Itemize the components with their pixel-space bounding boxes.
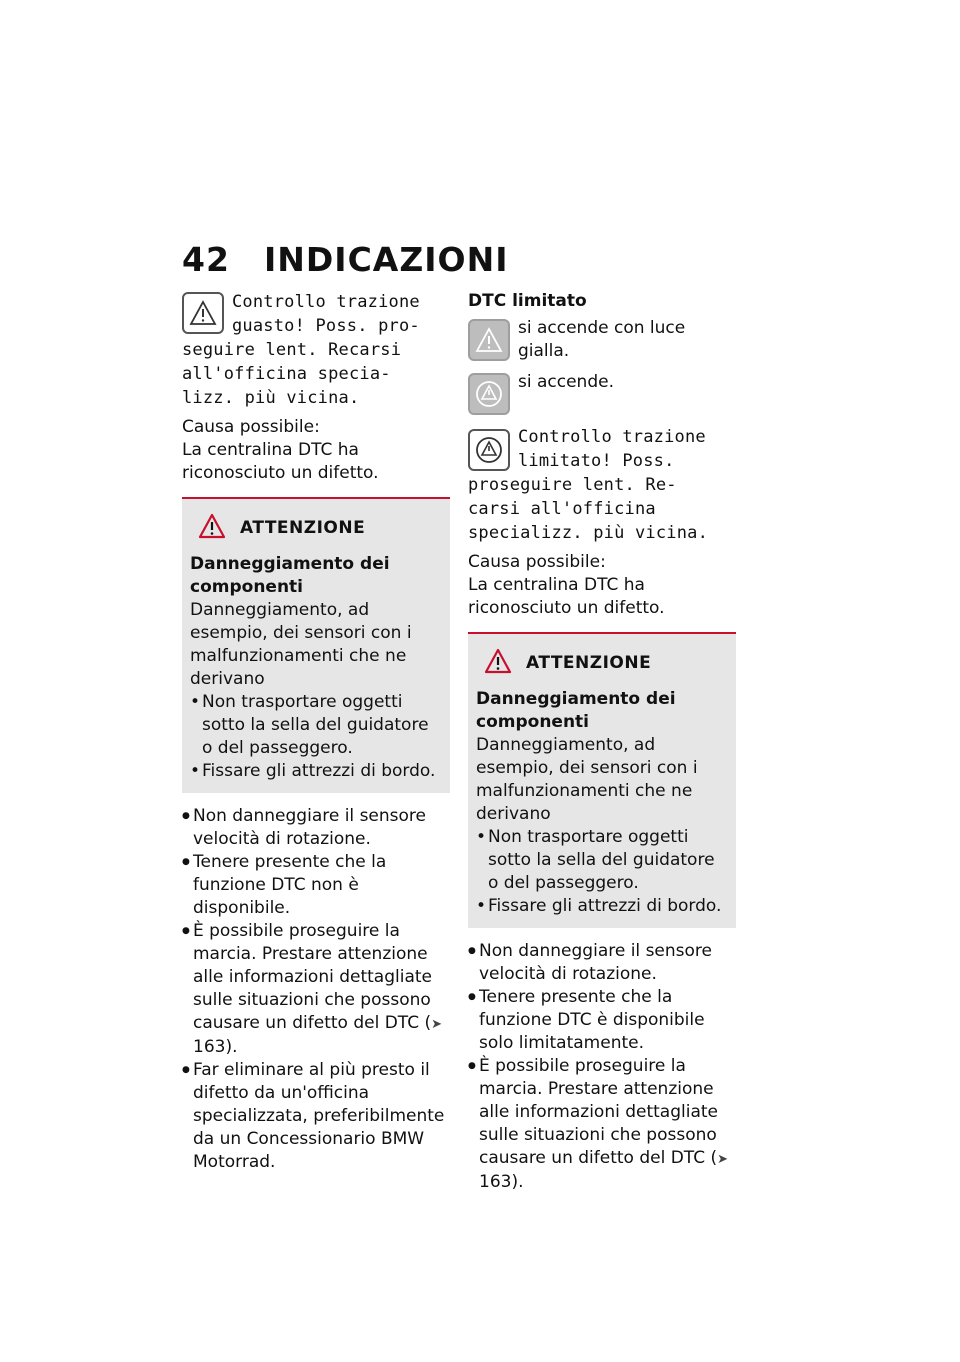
page-ref-arrow-icon: ➤ <box>431 1017 443 1032</box>
warning-label: ATTENZIONE <box>240 518 366 538</box>
section-heading: DTC limitato <box>468 291 587 311</box>
message-line: lizz. più vicina. <box>182 388 360 408</box>
cause-text: La centralina DTC ha riconosciuto un difetto. <box>182 440 379 483</box>
warning-title: Danneggiamento dei componenti <box>476 689 676 732</box>
page-title: INDICAZIONI <box>264 240 509 279</box>
warning-triangle-icon <box>182 292 224 334</box>
warning-title: Danneggiamento dei componenti <box>190 554 390 597</box>
message-line: seguire lent. Recarsi <box>182 340 402 360</box>
warning-box <box>182 497 450 793</box>
list-item: ● Tenere presente che la funzione DTC non è disponibile. <box>182 851 450 920</box>
warning-text: Danneggiamento, ad esempio, dei sensori con i malfunzionamenti che ne derivano <box>476 735 698 824</box>
warning-text: Danneggiamento, ad esempio, dei sensori con i malfunzionamenti che ne derivano <box>190 600 412 689</box>
instruction-list <box>182 805 450 1174</box>
cause-label: Causa possibile: <box>182 417 320 437</box>
right-column <box>468 290 736 1194</box>
list-item: • Fissare gli attrezzi di bordo. <box>190 760 442 783</box>
cause-text: La centralina DTC ha riconosciuto un difetto. <box>468 575 665 618</box>
list-item <box>182 920 450 1059</box>
message-line: proseguire lent. Re- <box>468 475 677 495</box>
icon2-text: si accende. <box>518 372 614 392</box>
warning-box <box>468 632 736 928</box>
icon1-text: si accende con luce gialla. <box>518 318 686 361</box>
instruction-list <box>468 940 736 1194</box>
list-item: • Fissare gli attrezzi di bordo. <box>476 895 728 918</box>
list-item-text: È possibile proseguire la marcia. Prestare attenzione alle informazioni dettagliate sulle situazioni che possono causare un difetto del DTC ( <box>479 1056 719 1168</box>
list-item: ● Tenere presente che la funzione DTC è disponibile solo limitatamente. <box>468 986 736 1055</box>
page-header <box>182 240 508 279</box>
dtc-symbol-icon <box>468 429 510 471</box>
message-line: guasto! Poss. pro- <box>232 316 420 336</box>
list-item: ● Non danneggiare il sensore velocità di rotazione. <box>182 805 450 851</box>
caution-triangle-icon <box>198 513 226 543</box>
message-line: Controllo trazione <box>518 427 706 447</box>
message-line: all'officina specia- <box>182 364 391 384</box>
dtc-light-icon <box>468 373 510 415</box>
warning-list <box>476 826 728 918</box>
cause-label: Causa possibile: <box>468 552 606 572</box>
message-line: specializz. più vicina. <box>468 523 709 543</box>
page-ref-arrow-icon: ➤ <box>717 1152 729 1167</box>
caution-triangle-icon <box>484 648 512 678</box>
list-item-text: È possibile proseguire la marcia. Prestare attenzione alle informazioni dettagliate sulle situazioni che possono causare un difetto del DTC ( <box>193 921 433 1033</box>
list-item: ● Far eliminare al più presto il difetto da un'officina specializzata, preferibilmente da un Concessionario BMW Motorrad. <box>182 1059 450 1174</box>
warning-label: ATTENZIONE <box>526 653 652 673</box>
list-item: • Non trasportare oggetti sotto la sella del guidatore o del passeggero. <box>476 826 728 895</box>
list-item: • Non trasportare oggetti sotto la sella del guidatore o del passeggero. <box>190 691 442 760</box>
warning-list <box>190 691 442 783</box>
message-line: carsi all'officina <box>468 499 656 519</box>
message-line: Controllo trazione <box>232 292 420 312</box>
page-ref[interactable]: 163). <box>479 1172 524 1192</box>
page-number: 42 <box>182 240 230 279</box>
list-item: ● Non danneggiare il sensore velocità di rotazione. <box>468 940 736 986</box>
left-column <box>182 290 450 1174</box>
page-ref[interactable]: 163). <box>193 1037 238 1057</box>
warning-light-icon <box>468 319 510 361</box>
list-item <box>468 1055 736 1194</box>
message-line: limitato! Poss. <box>518 451 675 471</box>
